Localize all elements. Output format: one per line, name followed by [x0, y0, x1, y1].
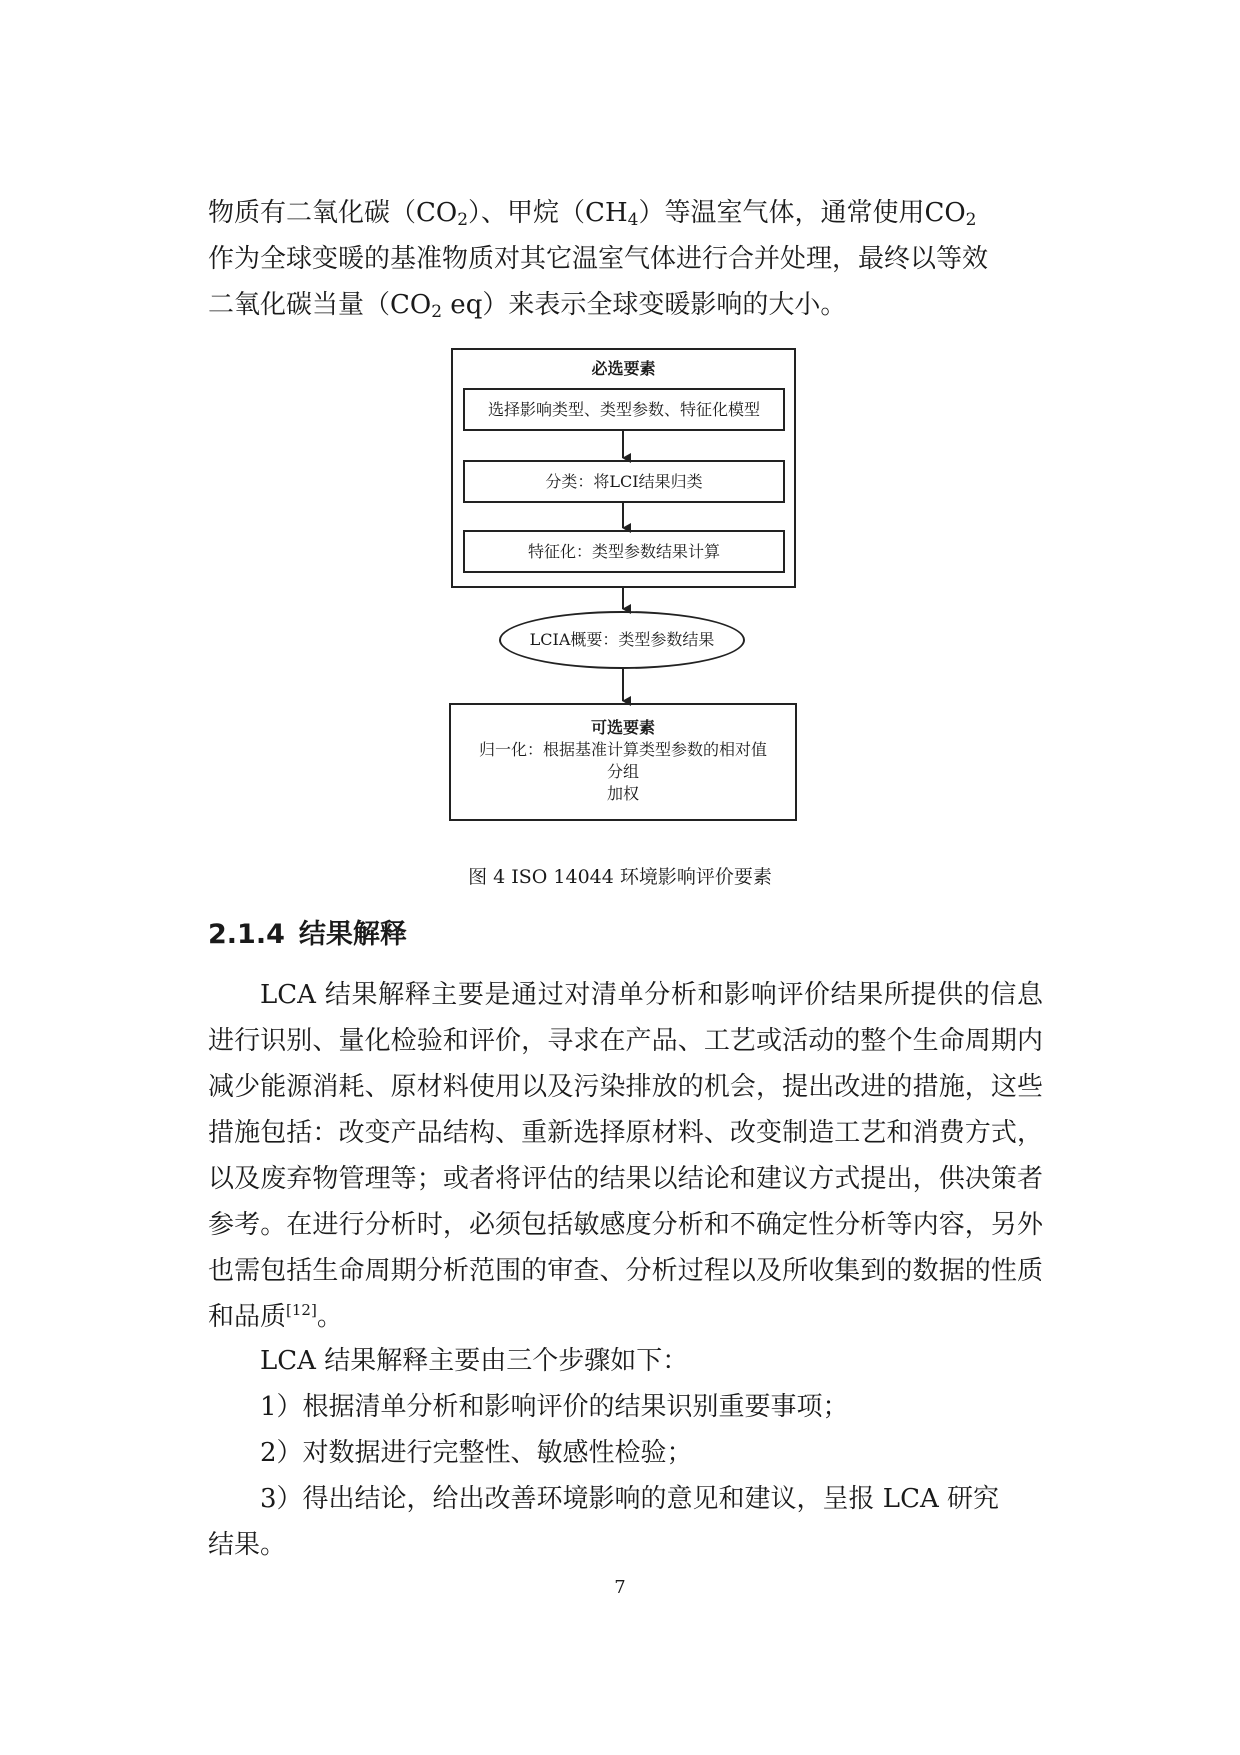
optional-item-normalization: 归一化：根据基准计算类型参数的相对值 — [478, 740, 767, 759]
optional-item-weighting: 加权 — [606, 784, 639, 803]
step-item-2: 2）对数据进行完整性、敏感性检验； — [260, 1438, 693, 1468]
subscript: 2 — [457, 210, 469, 230]
steps-intro: LCA 结果解释主要由三个步骤如下： — [260, 1346, 689, 1376]
step-item-1: 1）根据清单分析和影响评价的结果识别重要事项； — [260, 1392, 849, 1422]
optional-item-grouping: 分组 — [606, 762, 639, 781]
section-title: 结果解释 — [298, 919, 407, 950]
paragraph-main-text: LCA 结果解释主要是通过对清单分析和影响评价结果所提供的信息进行识别、量化检验和评价，寻求在产品、工艺或活动的整个生命周期内减少能源消耗、原材料使用以及污染排放的机会，提出改进的措施，这些措施包括：改变产品结构、重新选择原材料、改变制造工艺和消费方式，以及废弃物管理等；或者将评估的结果以结论和建议方式提出，供决策者参考。在进行分析时，必须包括敏感度分析和不确定性分析等内容，另外也需包括生命周期分析范围的审查、分析过程以及所收集到的数据的性质和品质 — [208, 980, 1043, 1332]
section-number: 2.1.4 — [208, 919, 285, 950]
subscript: 2 — [431, 302, 443, 322]
step-select-impact-categories: 选择影响类型、类型参数、特征化模型 — [463, 388, 785, 431]
step-characterization: 特征化：类型参数结果计算 — [463, 530, 785, 573]
step-classification: 分类：将LCI结果归类 — [463, 460, 785, 503]
text-span: ）等温室气体，通常使用CO — [638, 198, 966, 228]
subscript: 4 — [627, 210, 639, 230]
text-span: 二氧化碳当量（CO — [208, 290, 432, 320]
mandatory-elements-title: 必选要素 — [591, 359, 656, 378]
step-item-3-continuation: 结果。 — [208, 1530, 287, 1560]
section-heading — [208, 912, 407, 951]
paragraph-top-line-2: 作为全球变暖的基准物质对其它温室气体进行合并处理，最终以等效 — [208, 244, 989, 274]
citation-ref: [12] — [286, 1301, 317, 1319]
paragraph-main-end: 。 — [316, 1302, 343, 1332]
lcia-summary-ellipse: LCIA概要：类型参数结果 — [499, 611, 745, 669]
figure-caption: 图 4 ISO 14044 环境影响评价要素 — [468, 866, 772, 888]
text-span: ）、甲烷（CH — [468, 198, 628, 228]
paragraph-main — [208, 972, 1043, 1340]
step-item-3: 3）得出结论，给出改善环境影响的意见和建议，呈报 LCA 研究 — [260, 1484, 1000, 1514]
text-span: 物质有二氧化碳（CO — [208, 198, 458, 228]
text-span: eq）来表示全球变暖影响的大小。 — [442, 290, 847, 320]
optional-elements-title: 可选要素 — [590, 718, 655, 737]
subscript: 2 — [965, 210, 977, 230]
page-number: 7 — [614, 1577, 626, 1598]
